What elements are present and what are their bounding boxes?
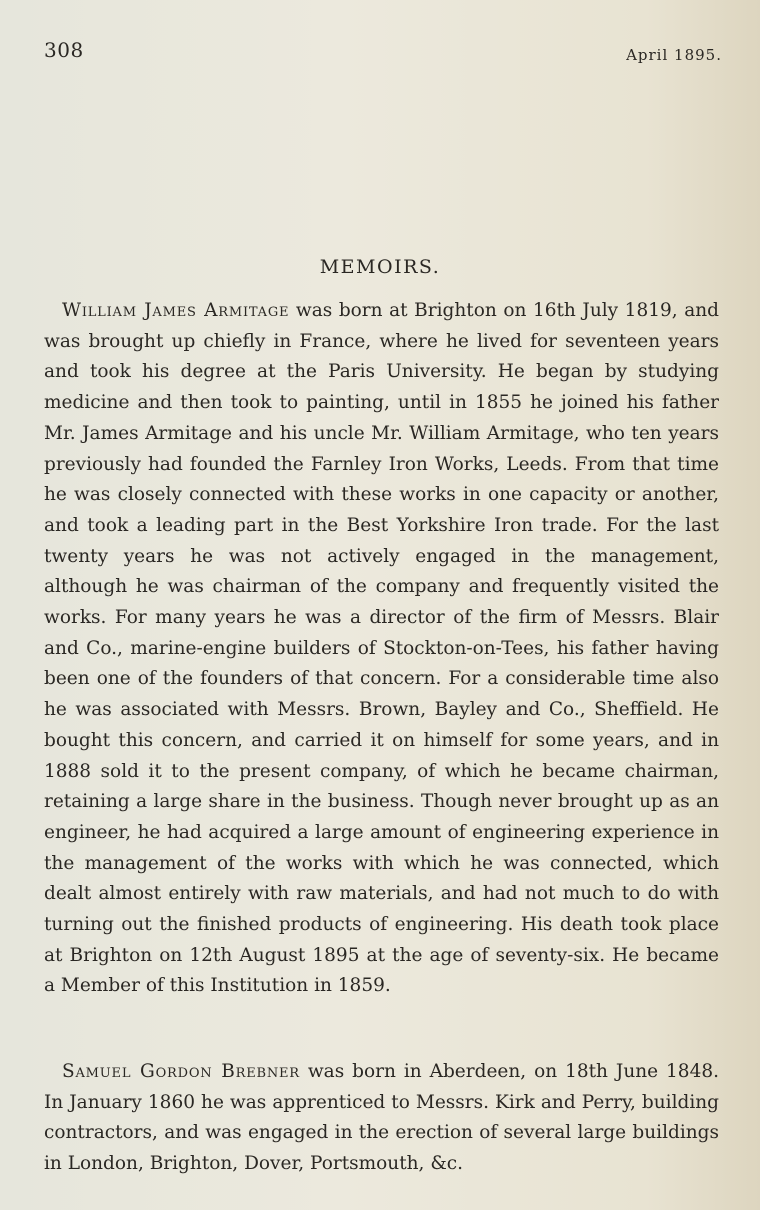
running-head: April 1895. — [626, 46, 722, 64]
memoir-text: was born in Aberdeen, on 18th June 1848. In January 1860 he was apprenticed to Messrs. Kirk and Perry, building contractors, and was engaged in the erection of several large buildings in London, Brighton, Dover, Portsmouth, &c. — [44, 1061, 719, 1175]
page-number: 308 — [44, 38, 84, 62]
memoir-name: Samuel Gordon Brebner — [62, 1061, 300, 1082]
memoir-paragraph — [44, 1057, 719, 1180]
memoir-paragraph — [44, 296, 719, 1002]
section-title: MEMOIRS. — [319, 256, 441, 278]
memoir-name: William James Armitage — [62, 300, 290, 321]
memoir-text: was born at Brighton on 16th July 1819, and was brought up chiefly in France, where he lived for seventeen years and took his degree at the Paris University. He began by studying medicine and then took to painting, until in 1855 he joined his father Mr. James Armitage and his uncle Mr. William Armitage, who ten years previously had founded the Farnley Iron Works, Leeds. From that time he was closely connected with these works in one capacity or another, and took a leading part in the Best Yorkshire Iron trade. For the last twenty years he was not actively engaged in the management, although he was chairman of the company and frequently visited the works. For many years he was a director of the firm of Messrs. Blair and Co., marine-engine builders of Stockton-on-Tees, his father having been one of the founders of that concern. For a considerable time also he was associated with Messrs. Brown, Bayley and Co., Sheffield. He bought this concern, and carried it on himself for some years, and in 1888 sold it to the present company, of which he became chairman, retaining a large share in the business. Though never brought up as an engineer, he had acquired a large amount of engineering experience in the management of the works with which he was connected, which dealt almost entirely with raw materials, and had not much to do with turning out the finished products of engineering. His death took place at Brighton on 12th August 1895 at the age of seventy-six. He became a Member of this Institution in 1859. — [44, 300, 719, 997]
